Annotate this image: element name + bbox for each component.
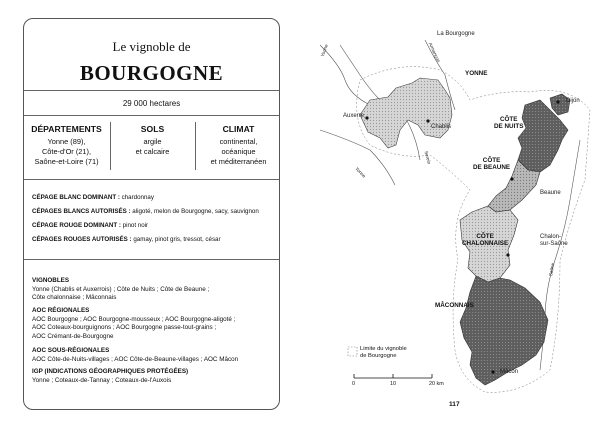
divider <box>24 259 279 260</box>
divider <box>24 90 279 91</box>
cepage-label: CÉPAGES ROUGES AUTORISÉS : <box>32 236 132 243</box>
burgundy-map <box>300 20 600 400</box>
region-label-line: DE NUITS <box>494 123 524 131</box>
region-label-cote-de-nuits <box>494 116 523 131</box>
legend-line: de Bourgogne <box>360 353 397 359</box>
climat-column <box>196 124 281 167</box>
city-dot-chalon <box>506 253 509 256</box>
column-line: Saône-et-Loire (71) <box>34 157 99 166</box>
cepage-label: CÉPAGE ROUGE DOMINANT : <box>32 222 121 229</box>
city-label-beaune: Beaune <box>540 190 561 196</box>
page-number: 117 <box>449 401 460 408</box>
city-label-auxerre: Auxerre <box>343 113 365 119</box>
section-line: AOC Coteaux-bourguignons ; AOC Bourgogne passe-tout-grains ; <box>32 324 217 332</box>
city-dot-dijon <box>556 100 559 103</box>
scale-label-twenty: 20 km <box>429 381 444 387</box>
region-label-yonne: YONNE <box>465 70 488 77</box>
column-line: et méditerranéen <box>210 157 267 166</box>
divider <box>24 115 279 116</box>
column-line: Yonne (89), <box>47 137 86 146</box>
river-label-saone: Saône <box>548 262 556 277</box>
city-label-chalon <box>540 234 568 248</box>
legend-swatch <box>348 347 357 356</box>
cepage-value: pinot noir <box>122 222 149 229</box>
section-line: AOC Bourgogne ; AOC Bourgogne-mousseux ; AOC Bourgogne-aligoté ; <box>32 315 236 323</box>
city-dot-beaune <box>510 177 513 180</box>
river-label-armancon: Armançon <box>427 41 442 64</box>
column-heading: DÉPARTEMENTS <box>31 124 102 134</box>
column-line: continental, <box>219 137 258 146</box>
aoc-regionales-section <box>32 307 277 341</box>
river-label-yonne: Yonne <box>354 166 367 179</box>
region-label-line: CÔTE <box>482 157 501 164</box>
section-heading: IGP (INDICATIONS GÉOGRAPHIQUES PROTÉGÉES) <box>32 368 189 375</box>
column-line: océanique <box>221 147 256 156</box>
section-heading: AOC SOUS-RÉGIONALES <box>32 347 110 354</box>
column-line: Côte-d'Or (21), <box>41 147 92 156</box>
sols-column <box>110 124 195 157</box>
city-dot-chablis <box>426 119 429 122</box>
cepage-label: CÉPAGE BLANC DOMINANT : <box>32 194 120 201</box>
river-label-yonne: Yonne <box>319 43 329 58</box>
info-card <box>23 18 280 410</box>
cepage-line <box>32 236 221 243</box>
column-line: et calcaire <box>135 147 170 156</box>
column-heading: SOLS <box>140 124 165 134</box>
map-legend <box>360 346 407 360</box>
card-title-small: Le vignoble de <box>112 39 191 54</box>
section-heading: VIGNOBLES <box>32 277 70 284</box>
cepage-line <box>32 194 154 201</box>
departements-column <box>24 124 109 167</box>
region-label-cote-de-beaune <box>473 157 510 172</box>
region-yonne <box>360 78 452 148</box>
region-label-line: CÔTE <box>476 233 494 240</box>
city-dot-macon <box>491 370 494 373</box>
cepage-value: aligoté, melon de Bourgogne, sacy, sauvignon <box>132 208 259 215</box>
divider <box>24 179 279 180</box>
city-label-dijon: Dijon <box>566 98 580 104</box>
section-line: AOC Crémant-de-Bourgogne <box>32 332 114 340</box>
aoc-sous-regionales-section <box>32 347 277 364</box>
region-label-line: DE BEAUNE <box>473 164 511 172</box>
river-saone <box>540 200 570 370</box>
scale-label-ten: 10 <box>390 381 396 387</box>
scale-label-zero: 0 <box>352 381 355 387</box>
igp-section <box>32 368 277 385</box>
city-dot-auxerre <box>365 116 368 119</box>
region-label-cote-chalonnaise <box>462 233 508 248</box>
city-label-chablis: Chablis <box>431 124 452 130</box>
cepage-value: chardonnay <box>121 194 154 201</box>
cepage-line <box>32 222 148 229</box>
column-heading: CLIMAT <box>222 124 255 134</box>
city-label-line: sur-Saône <box>540 241 568 247</box>
river-yonne <box>340 45 380 100</box>
column-line: argile <box>143 137 162 146</box>
section-heading: AOC RÉGIONALES <box>32 307 90 314</box>
cepage-label: CÉPAGES BLANCS AUTORISÉS : <box>32 208 131 215</box>
cepage-line <box>32 208 259 215</box>
legend-line: Limite du vignoble <box>360 346 407 352</box>
section-line: Côte chalonnaise ; Mâconnais <box>32 294 117 302</box>
map-header: La Bourgogne <box>437 31 475 37</box>
city-label-line: Chalon- <box>540 234 562 240</box>
region-label-line: CÔTE <box>499 116 518 123</box>
section-line: Yonne ; Coteaux-de-Tannay ; Coteaux-de-l'Auxois <box>32 376 172 384</box>
river-label-serein: Serein <box>423 150 432 165</box>
region-label-maconnais: MÂCONNAIS <box>435 302 474 309</box>
section-line: Yonne (Chablis et Auxerrois) ; Côte de Nuits ; Côte de Beaune ; <box>32 285 210 293</box>
cepage-value: gamay, pinot gris, tressot, césar <box>133 236 221 243</box>
section-line: AOC Côte-de-Nuits-villages ; AOC Côte-de-Beaune-villages ; AOC Mâcon <box>32 355 239 363</box>
city-label-macon: Mâcon <box>500 369 519 375</box>
vignobles-section <box>32 277 277 303</box>
card-title: BOURGOGNE <box>79 61 224 85</box>
river-saone <box>570 140 580 200</box>
region-label-line: CHALONNAISE <box>462 240 509 248</box>
hectares-value: 29 000 hectares <box>122 99 181 108</box>
